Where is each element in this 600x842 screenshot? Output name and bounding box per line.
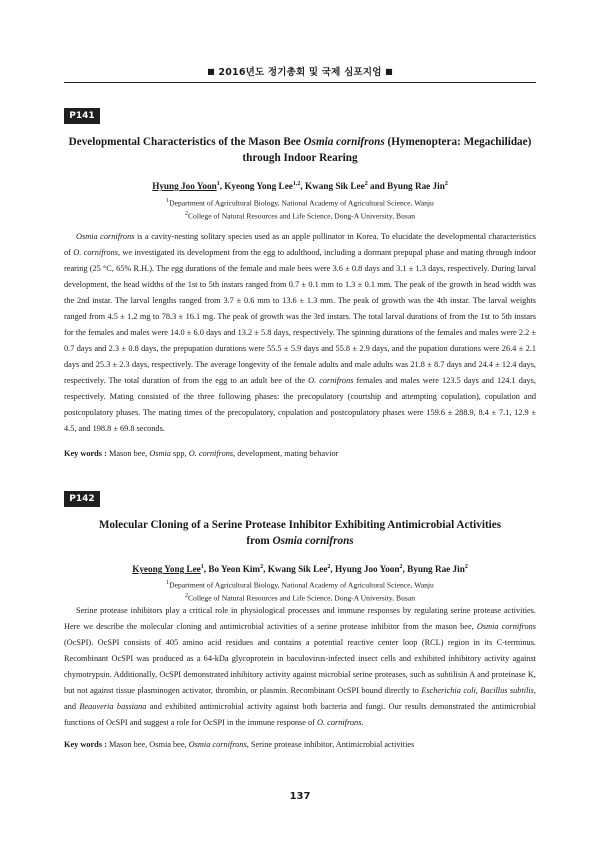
author-affiliation-mark: 1,2 [292,181,301,187]
affiliation [64,578,536,591]
square-bullet-icon: ■ [385,67,393,76]
species-name: Osmia cornifrons [76,232,135,241]
abstract [64,229,536,437]
abstract-text: , we investigated its development from the egg to adulthood, including a dormant prepupal phase and mating through indoor rearing (25 °C, 65% R.H.). The egg durations of the female and male bees were 3.6 ± 0.8 days and 3.1 ± 1.3 days, respectively. During larval development, the head widths of the 1st to 5th instars ranged from 0.7 ± 0.1 mm to 1.3 ± 0.1 mm. The peak of the growth in head width was the 2nd instar. The larval lengths ranged from 3.7 ± 0.6 mm to 13.6 ± 1.3 mm. The peak of growth was the 4th instar. The larval weights ranged from 4.5 ± 1.2 mg to 78.3 ± 16.1 mg. The peak of growth was the 3rd instars. The total larval durations of from the 1st to 5th instars for the females and males were 14.0 ± 6.0 days and 13.2 ± 5.8 days, respectively. The spinning durations of the females and males were 2.2 ± 0.7 days and 2.3 ± 0.8 days, the prepupation durations were 55.5 ± 5.9 days and 55.8 ± 2.9 days, and the pupation durations were 26.4 ± 2.1 days and 25.3 ± 2.3 days, respectively. The average longevity of the female adults and male adults was 21.8 ± 8.7 days and 24.4 ± 12.4 days, respectively. The total duration of from the egg to an adult bee of the [64,248,536,385]
keyword-text: Mason bee, [106,449,150,458]
species-name: Escherichia coli, Bacillus subtilis [421,686,534,695]
species-name: O. cornifrons [73,248,118,257]
author-name: Byung Rae Jin [387,181,445,192]
author-name: Hyung Joo Yoon [152,181,217,192]
paper-id-badge: P142 [64,491,100,507]
author-name: Hyung Joo Yoon [335,564,400,575]
author-name: Kyeong Yong Lee [224,181,293,192]
affiliation [64,196,536,209]
author-separator: , [330,564,336,575]
author-affiliation-mark: 2 [399,564,403,570]
affiliation-text: College of Natural Resources and Life Science, Dong-A University, Busan [187,593,416,603]
affiliation-mark: 2 [184,593,188,600]
paper-title: Molecular Cloning of a Serine Protease Inhibitor Exhibiting Antimicrobial Activities from Osmia cornifrons [98,519,502,547]
affiliation-list [64,578,536,604]
page-number: 137 [289,791,311,802]
author-separator: , [402,564,408,575]
abstract-text: (OcSPI). OcSPI consists of 405 amino acid residues and contains a potential reactive center loop (RCL) region in its C-terminus. Recombinant OcSPI was produced as a 64-kDa glycoprotein in baculovirus-infected insect cells and exhibited inhibitory activity against chymotrypsin. Additionally, OcSPI demonstrated inhibitory activity against microbial serine proteases, such as subtilisin A and proteinase K, but not against tissue plasminogen activator, thrombin, or plasmin. Recombinant OcSPI bound directly to [64,638,536,695]
keyword-text: , development, mating behavior [233,449,339,458]
keyword-italic: Osmia cornifrons [188,740,247,749]
abstract-text: . [361,718,364,727]
author-affiliation-mark: 2 [464,564,468,570]
affiliation-text: Department of Agricultural Biology, National Academy of Agricultural Science, Wanju [169,198,434,208]
keyword-text: , Serine protease inhibitor, Antimicrobial activities [246,740,415,749]
author-separator: , [203,564,209,575]
affiliation-mark: 1 [166,580,170,586]
species-name: Beauveria bassiana [79,702,147,711]
header-title: 2016년도 정기총회 및 국제 심포지엄 [218,67,382,78]
abstract-text: , and [64,686,536,711]
author-separator: , [263,564,268,575]
affiliation-mark: 2 [184,211,188,218]
keyword-italic: Osmia [149,449,171,458]
affiliation-text: College of Natural Resources and Life Science, Dong-A University, Busan [187,211,416,221]
keywords-label: Key words : [64,449,107,458]
author-list [64,181,536,191]
abstract [64,603,536,731]
running-header [0,64,600,78]
abstract-text: and exhibited antimicrobial activity against both bacteria and fungi. Our results demonstrated the antimicrobial functions of OcSPI and suggest a role for OcSPI in the immune response of [64,702,536,727]
abstract-text: females and males were 123.5 days and 124.1 days, respectively. Mating consisted of the three following phases: the precopulatory (courtship and attempting copulation), copulation and postcopulatory phases. The mating times of the precopulatory, copulation and postcopulatory phases were 159.6 ± 288.9, 8.4 ± 7.1, 12.9 ± 4.5, and 198.8 ± 69.8 seconds. [64,376,536,433]
species-name: Osmia cornifrons [476,622,536,631]
author-list [64,564,536,574]
author-name: Kyeong Yong Lee [132,564,201,575]
author-separator: and [367,181,388,192]
paper-id-badge: P141 [64,108,100,124]
author-affiliation-mark: 2 [364,181,368,187]
keyword-text: spp, [170,449,189,458]
species-name: O. cornifrons [308,376,354,385]
affiliation [64,209,536,222]
author-affiliation-mark: 2 [260,564,264,570]
author-affiliation-mark: 2 [327,564,331,570]
abstract-text: is a cavity-nesting solitary species used as an apple pollinator in Korea. To elucidate the developmental characteristics of [64,232,537,257]
author-separator: , [300,181,305,192]
square-bullet-icon: ■ [207,67,215,76]
author-name: Byung Rae Jin [407,564,465,575]
author-name: Kwang Sik Lee [304,181,365,192]
keyword-italic: O. cornifrons [188,449,234,458]
affiliation-text: Department of Agricultural Biology, National Academy of Agricultural Science, Wanju [169,580,434,590]
keywords [64,449,536,458]
author-name: Kwang Sik Lee [267,564,328,575]
author-affiliation-mark: 2 [444,181,448,187]
keyword-text: Mason bee, Osmia bee, [106,740,189,749]
affiliation-list [64,196,536,222]
author-separator: , [219,181,225,192]
keywords [64,740,536,749]
abstract-text: Serine protease inhibitors play a critical role in physiological processes and immune responses by regulating serine protease activities. Here we describe the molecular cloning and antimicrobial activities of a serine protease inhibitor from the mason bee, [64,606,536,631]
author-affiliation-mark: 1 [200,564,204,570]
header-divider [64,82,536,83]
author-affiliation-mark: 1 [216,181,220,187]
affiliation-mark: 1 [166,198,170,204]
author-name: Bo Yeon Kim [208,564,261,575]
paper-title: Developmental Characteristics of the Mason Bee Osmia cornifrons (Hymenoptera: Megachilidae) through Indoor Rearing [68,136,532,164]
keywords-label: Key words : [64,740,107,749]
species-name: O. cornifrons [317,718,362,727]
